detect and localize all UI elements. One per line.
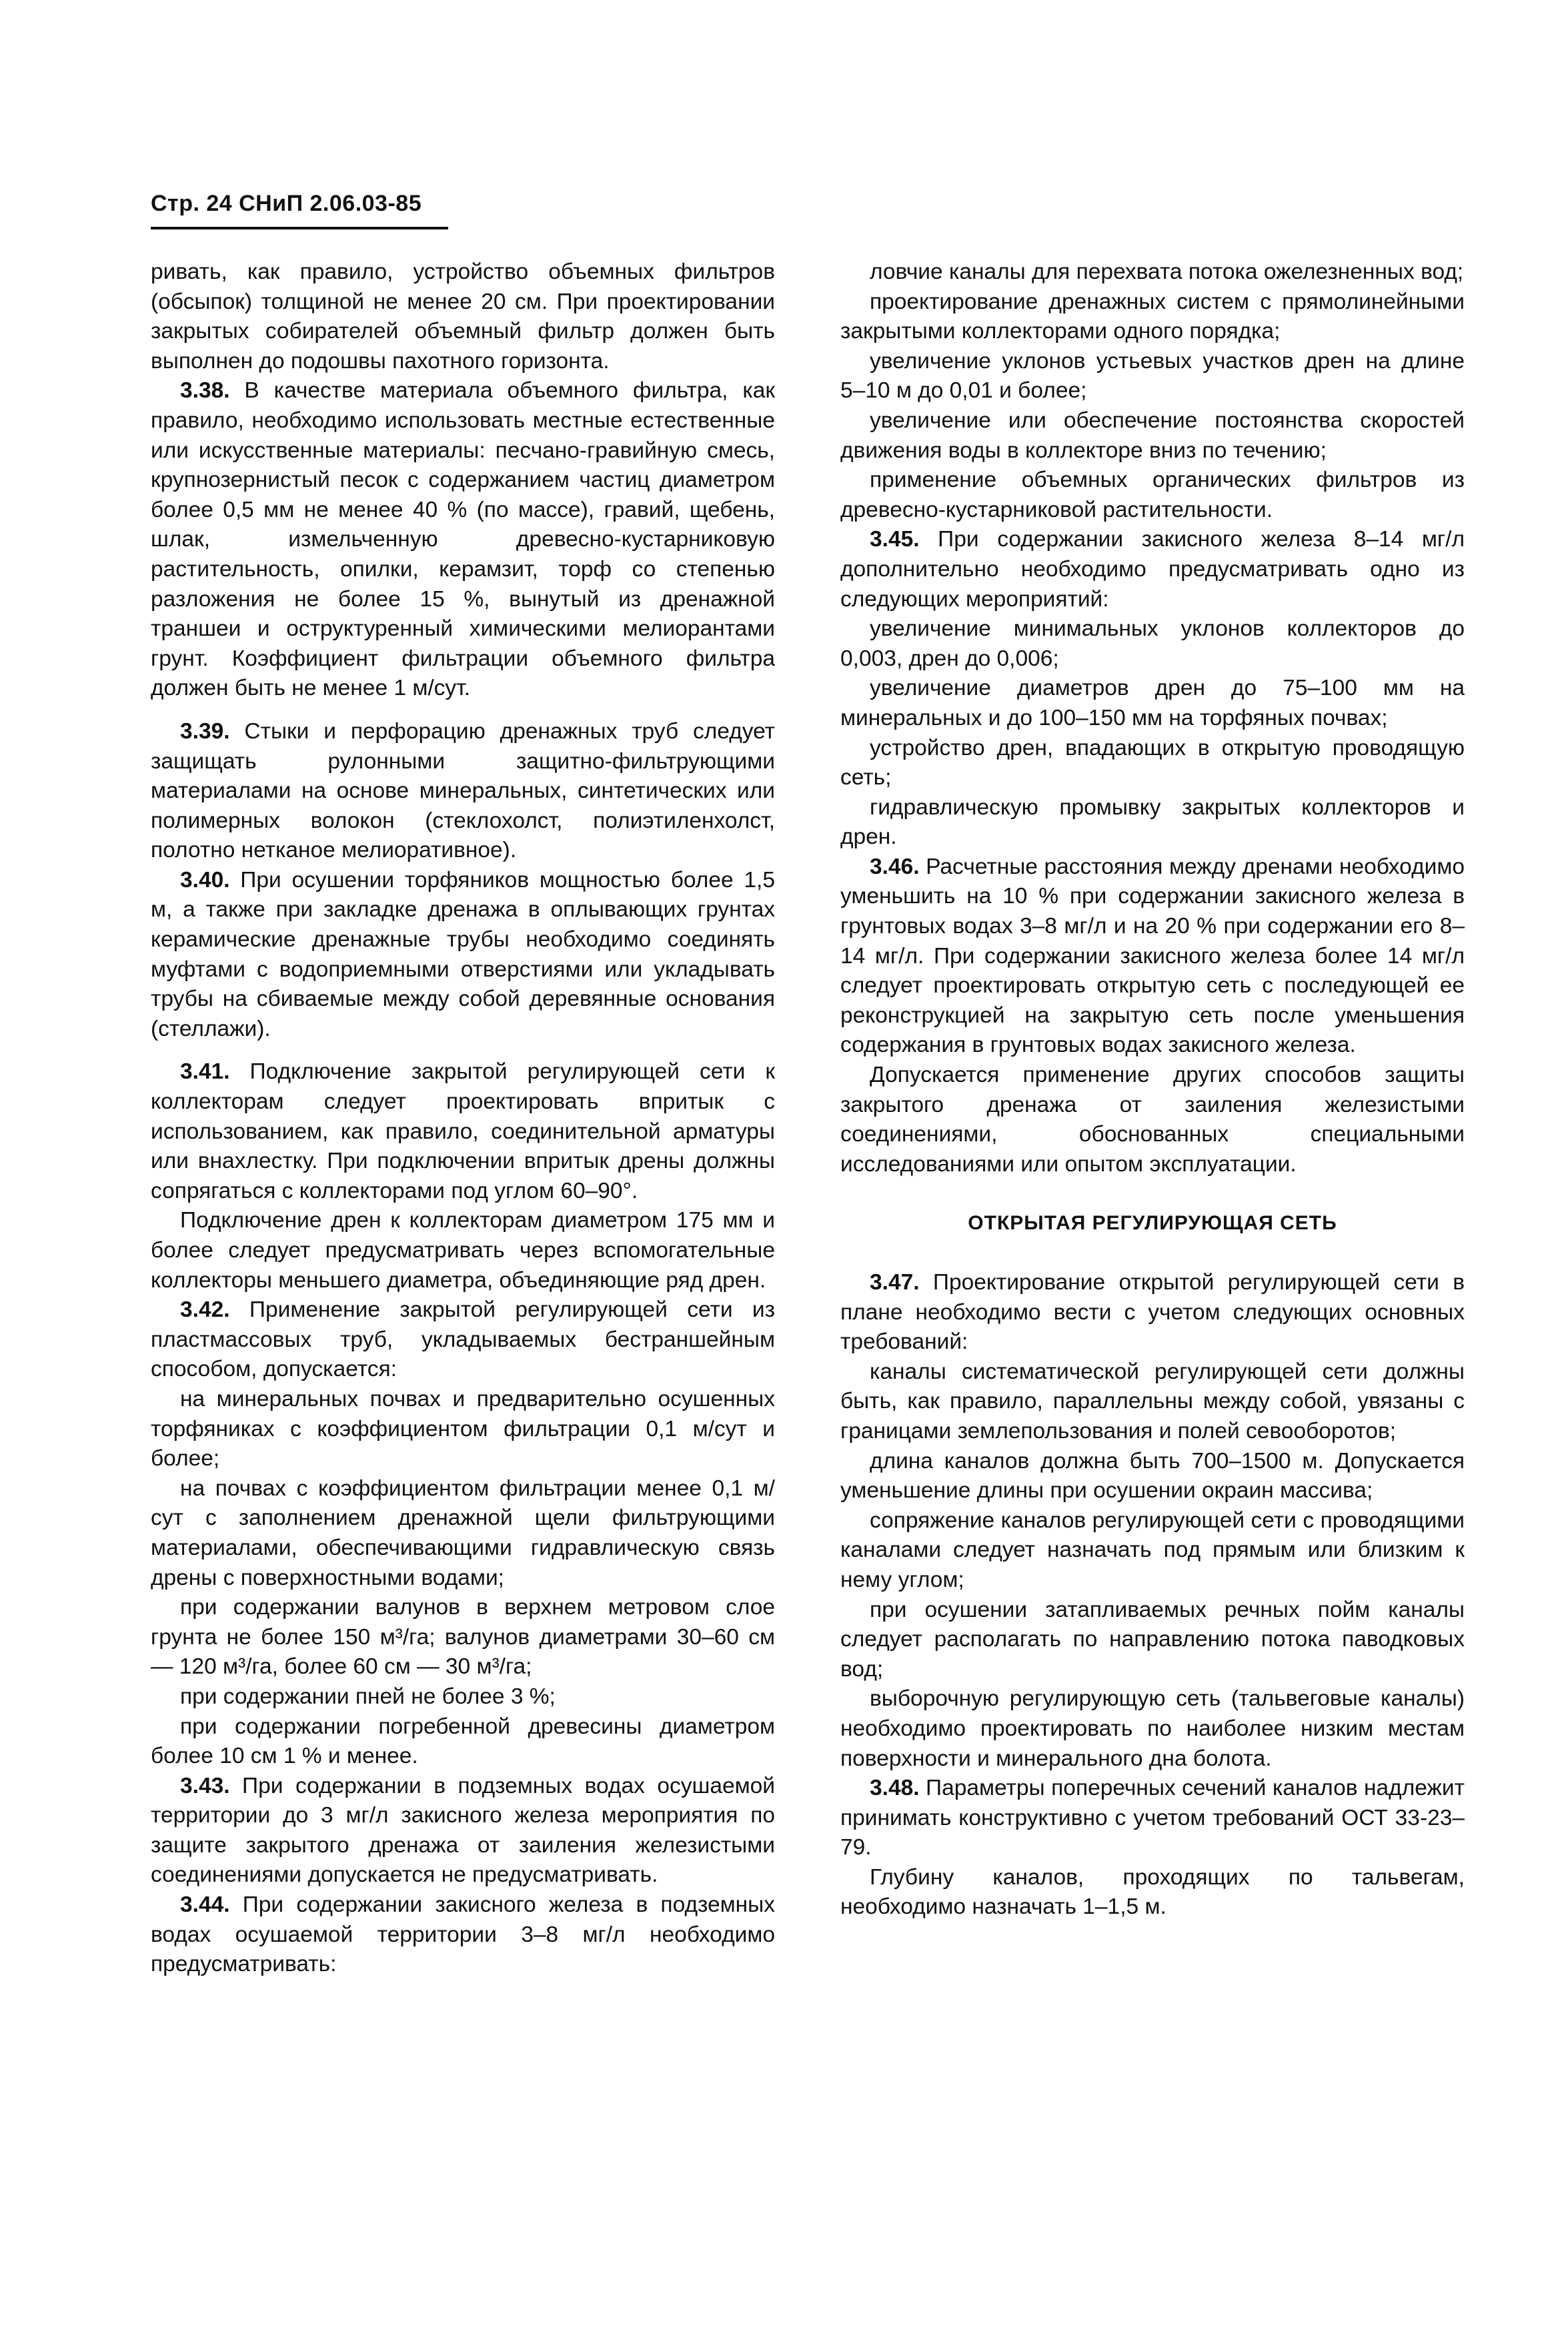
paragraph-text: применение объемных органических фильтров из древесно-кустарниковой растительности. <box>840 468 1465 522</box>
paragraph <box>840 466 1465 525</box>
paragraph <box>840 287 1465 347</box>
paragraph <box>840 525 1465 614</box>
header-rule <box>151 227 448 229</box>
clause-number: 3.41. <box>180 1059 230 1085</box>
paragraph <box>151 866 775 1045</box>
paragraph <box>840 1061 1465 1179</box>
paragraph <box>151 1712 775 1772</box>
paragraph <box>151 1295 775 1385</box>
paragraph-text: Допускается применение других способов защиты закрытого дренажа от заиления железистыми соединениями, обоснованных специальными исследованиями или опытом эксплуатации. <box>840 1063 1465 1177</box>
paragraph-text: при содержании погребенной древесины диаметром более 10 см 1 % и менее. <box>151 1714 775 1769</box>
paragraph <box>840 406 1465 466</box>
paragraph-text: В качестве материала объемного фильтра, как правило, необходимо использовать местные естественные или искусственные материалы: песчано-гравийную смесь, крупнозернистый песок с содержанием частиц диаметром более 0,5 мм не менее 40 % (по массе), гравий, щебень, шлак, измельченную древесно-кустарниковую растительность, опилки, керамзит, торф со степенью разложения не более 15 %, вынутый из дренажной траншеи и оструктуренный химическими мелиорантами грунт. Коэффициент фильтрации объемного фильтра должен быть не менее 1 м/сут. <box>151 378 775 701</box>
paragraph <box>840 1357 1465 1447</box>
paragraph <box>151 1772 775 1890</box>
paragraph-text: гидравлическую промывку закрытых коллекторов и дрен. <box>840 794 1465 850</box>
paragraph-text: при содержании пней не более 3 %; <box>180 1684 556 1709</box>
paragraph-text: сопряжение каналов регулирующей сети с проводящими каналами следует назначать под прямым или близким к нему углом; <box>840 1508 1465 1592</box>
paragraph <box>840 1863 1465 1922</box>
right-column <box>840 257 1465 1922</box>
paragraph-text: ривать, как правило, устройство объемных фильтров (обсыпок) толщиной не менее 20 см. При проектировании закрытых собирателей объемный фильтр должен быть выполнен до подошвы пахотного горизонта. <box>151 259 775 374</box>
paragraph <box>151 1593 775 1682</box>
paragraph-text: ловчие каналы для перехвата потока ожелезненных вод; <box>870 259 1464 284</box>
clause-number: 3.47. <box>870 1270 920 1295</box>
paragraph-text: проектирование дренажных систем с прямолинейными закрытыми коллекторами одного порядка; <box>840 289 1465 344</box>
paragraph <box>151 257 775 376</box>
paragraph <box>840 614 1465 674</box>
clause-number: 3.46. <box>870 854 920 879</box>
left-column <box>151 257 775 1980</box>
clause-number: 3.43. <box>180 1773 230 1798</box>
paragraph <box>151 1057 775 1206</box>
paragraph-text: устройство дрен, впадающих в открытую проводящую сеть; <box>840 735 1465 790</box>
paragraph-text: При содержании закисного железа в подземных водах осушаемой территории 3–8 мг/л необходимо предусматривать: <box>151 1892 775 1977</box>
paragraph-text: увеличение или обеспечение постоянства скоростей движения воды в коллекторе вниз по течению; <box>840 408 1465 463</box>
paragraph-text: Подключение закрытой регулирующей сети к коллекторам следует проектировать впритык с использованием, как правило, соединительной арматуры или внахлестку. При подключении впритык дрены должны сопрягаться с коллекторами под углом 60–90°. <box>151 1059 775 1203</box>
clause-number: 3.40. <box>180 867 230 893</box>
paragraph-text: Стыки и перфорацию дренажных труб следует защищать рулонными защитно-фильтрующими материалами на основе минеральных, синтетических или полимерных волокон (стеклохолст, полиэтиленхолст, полотно нетканое мелиоративное). <box>151 718 775 863</box>
paragraph <box>151 376 775 704</box>
paragraph-text: на почвах с коэффициентом фильтрации менее 0,1 м/сут с заполнением дренажной щели фильтрующими материалами, обеспечивающими гидравлическую связь дрены с поверхностными водами; <box>151 1476 775 1590</box>
paragraph <box>840 674 1465 733</box>
paragraph <box>840 1684 1465 1774</box>
clause-number: 3.38. <box>180 378 230 404</box>
clause-number: 3.42. <box>180 1297 230 1323</box>
paragraph-text: Применение закрытой регулирующей сети из пластмассовых труб, укладываемых бестраншейным способом, допускается: <box>151 1297 775 1382</box>
paragraph-text: увеличение уклонов устьевых участков дрен на длине 5–10 м до 0,01 и более; <box>840 348 1465 404</box>
paragraph <box>840 347 1465 406</box>
paragraph-text: увеличение минимальных уклонов коллекторов до 0,003, дрен до 0,006; <box>840 616 1465 671</box>
paragraph <box>151 1385 775 1474</box>
paragraph-text: Глубину каналов, проходящих по тальвегам, необходимо назначать 1–1,5 м. <box>840 1864 1465 1920</box>
paragraph-text: при содержании валунов в верхнем метровом слое грунта не более 150 м³/га; валунов диаметрами 30–60 см — 120 м³/га, более 60 см — 30 м³/га; <box>151 1595 775 1680</box>
paragraph-text: каналы систематической регулирующей сети должны быть, как правило, параллельны между собой, увязаны с границами землепользования и полей севооборотов; <box>840 1359 1465 1443</box>
paragraph-text: на минеральных почвах и предварительно осушенных торфяниках с коэффициентом фильтрации 0,1 м/сут и более; <box>151 1386 775 1472</box>
paragraph <box>840 1596 1465 1685</box>
paragraph-text: При осушении торфяников мощностью более 1,5 м, а также при закладке дренажа в оплывающих грунтах керамические дренажные трубы необходимо соединять муфтами с водоприемными отверстиями или укладывать трубы на сбиваемые между собой деревянные основания (стеллажи). <box>151 867 775 1041</box>
clause-number: 3.44. <box>180 1892 230 1918</box>
paragraph-text: длина каналов должна быть 700–1500 м. Допускается уменьшение длины при осушении окраин массива; <box>840 1448 1465 1504</box>
paragraph <box>151 1206 775 1295</box>
clause-number: 3.48. <box>870 1776 920 1801</box>
paragraph-text: выборочную регулирующую сеть (тальвеговые каналы) необходимо проектировать по наиболее низким местам поверхности и минерального дна болота. <box>840 1686 1465 1771</box>
paragraph <box>840 852 1465 1061</box>
paragraph-text: Подключение дрен к коллекторам диаметром 175 мм и более следует предусматривать через вспомогательные коллекторы меньшего диаметра, объединяющие ряд дрен. <box>151 1208 775 1293</box>
paragraph-text: Параметры поперечных сечений каналов надлежит принимать конструктивно с учетом требований ОСТ 33-23–79. <box>840 1776 1465 1860</box>
paragraph-text: Расчетные расстояния между дренами необходимо уменьшить на 10 % при содержании закисного железа в грунтовых водах 3–8 мг/л и на 20 % при содержании его 8–14 мг/л. При содержании закисного железа более 14 мг/л следует проектировать открытую сеть с последующей ее реконструкцией на закрытую сеть после уменьшения содержания в грунтовых водах закисного железа. <box>840 854 1465 1058</box>
paragraph <box>151 1682 775 1712</box>
paragraph <box>840 1506 1465 1596</box>
clause-number: 3.45. <box>870 527 920 552</box>
paragraph-text: При содержании в подземных водах осушаемой территории до 3 мг/л закисного железа мероприятия по защите закрытого дренажа от заиления железистыми соединениями допускается не предусматривать. <box>151 1773 775 1888</box>
paragraph <box>151 1890 775 1980</box>
paragraph-text: при осушении затапливаемых речных пойм каналы следует располагать по направлению потока паводковых вод; <box>840 1597 1465 1682</box>
paragraph <box>151 1474 775 1593</box>
page-header: Стр. 24 СНиП 2.06.03-85 <box>151 191 422 216</box>
paragraph-text: При содержании закисного железа 8–14 мг/л дополнительно необходимо предусматривать одно из следующих мероприятий: <box>840 527 1465 612</box>
section-title: ОТКРЫТАЯ РЕГУЛИРУЮЩАЯ СЕТЬ <box>968 1212 1337 1235</box>
paragraph <box>840 1268 1465 1357</box>
clause-number: 3.39. <box>180 718 230 744</box>
paragraph <box>840 793 1465 852</box>
paragraph <box>151 717 775 866</box>
paragraph-text: Проектирование открытой регулирующей сети в плане необходимо вести с учетом следующих основных требований: <box>840 1270 1465 1355</box>
paragraph <box>840 1447 1465 1506</box>
paragraph <box>840 1774 1465 1863</box>
paragraph <box>840 257 1465 287</box>
paragraph-text: увеличение диаметров дрен до 75–100 мм на минеральных и до 100–150 мм на торфяных почвах; <box>840 676 1465 730</box>
paragraph <box>840 734 1465 793</box>
